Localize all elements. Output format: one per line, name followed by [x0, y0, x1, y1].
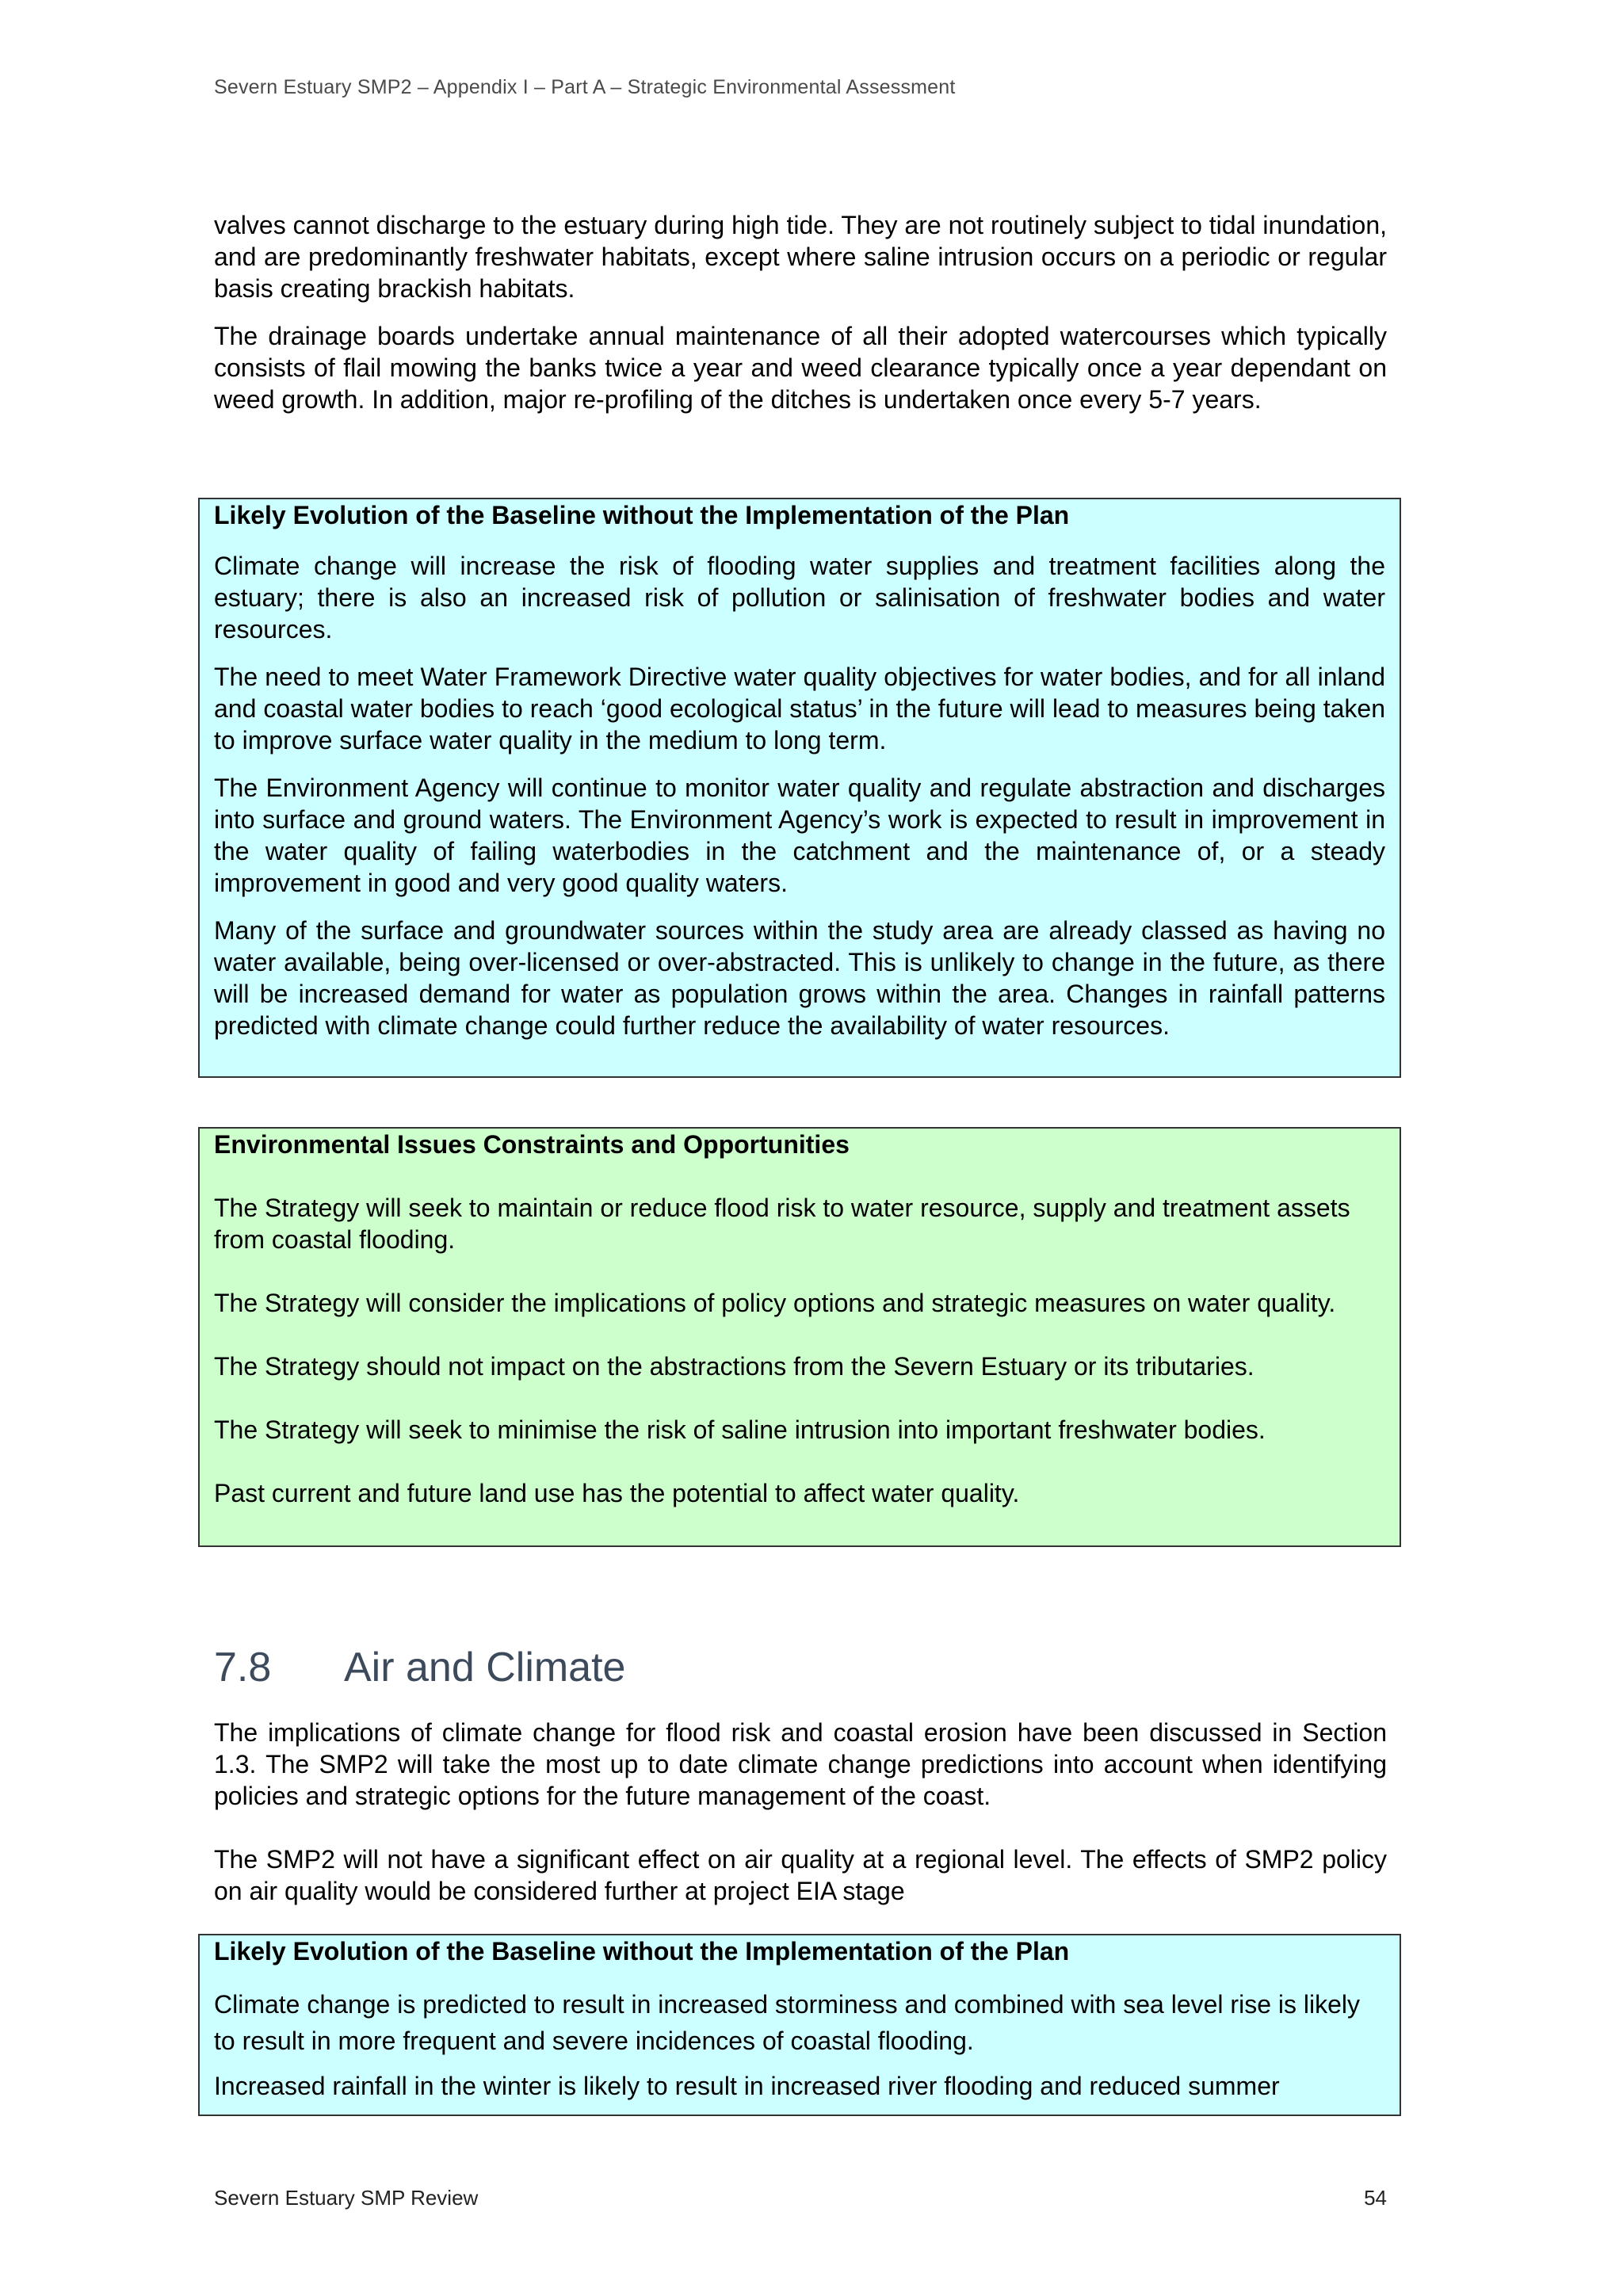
baseline-paragraph: Climate change will increase the risk of flooding water supplies and treatment facilities along the estuary; there is also an increased risk of pollution or salinisation of freshwater bodies and water resources. — [214, 552, 1385, 644]
baseline-box-water — [198, 498, 1401, 1078]
section-paragraph-1: The implications of climate change for flood risk and coastal erosion have been discussed in Section 1.3. The SMP2 will take the most up to date climate change predictions into account when identifying policies and strategic options for the future management of the coast. — [214, 1718, 1387, 1810]
issues-paragraph: The Strategy will consider the implications of policy options and strategic measures on water quality. — [214, 1289, 1336, 1317]
section-title: Air and Climate — [344, 1645, 626, 1690]
issues-box-title: Environmental Issues Constraints and Opportunities — [214, 1130, 850, 1159]
footer-document-name: Severn Estuary SMP Review — [214, 2186, 479, 2210]
intro-paragraph-2: The drainage boards undertake annual maintenance of all their adopted watercourses which typically consists of flail mowing the banks twice a year and weed clearance typically once a year dependant on weed growth. In addition, major re-profiling of the ditches is undertaken once every 5-7 years. — [214, 322, 1387, 414]
section-heading — [214, 1642, 625, 1693]
section-number: 7.8 — [214, 1645, 272, 1690]
baseline-paragraph: The need to meet Water Framework Directive water quality objectives for water bodies, and for all inland and coastal water bodies to reach ‘good ecological status’ in the future will lead to measures being taken to improve surface water quality in the medium to long term. — [214, 663, 1385, 755]
baseline-box-title: Likely Evolution of the Baseline without the Implementation of the Plan — [214, 501, 1070, 529]
baseline-box-air — [198, 1934, 1401, 2116]
baseline-paragraph: The Environment Agency will continue to monitor water quality and regulate abstraction and discharges into surface and ground waters. The Environment Agency’s work is expected to result in improvement in the water quality of failing waterbodies in the catchment and the maintenance of, or a steady improvement in good and very good quality waters. — [214, 774, 1385, 897]
running-header: Severn Estuary SMP2 – Appendix I – Part A – Strategic Environmental Assessment — [214, 76, 956, 98]
intro-paragraph-1: valves cannot discharge to the estuary during high tide. They are not routinely subject to tidal inundation, and are predominantly freshwater habitats, except where saline intrusion occurs on a periodic or regular basis creating brackish habitats. — [214, 211, 1387, 303]
section-paragraph-2: The SMP2 will not have a significant effect on air quality at a regional level. The effects of SMP2 policy on air quality would be considered further at project EIA stage — [214, 1845, 1387, 1905]
baseline-box-title: Likely Evolution of the Baseline without the Implementation of the Plan — [214, 1937, 1070, 1966]
issues-box — [198, 1127, 1401, 1547]
issues-paragraph: The Strategy should not impact on the abstractions from the Severn Estuary or its tributaries. — [214, 1352, 1254, 1381]
issues-paragraph: Past current and future land use has the potential to affect water quality. — [214, 1479, 1020, 1507]
issues-paragraph: The Strategy will seek to maintain or reduce flood risk to water resource, supply and treatment assets from coastal flooding. — [214, 1194, 1350, 1254]
baseline-paragraph: Many of the surface and groundwater sources within the study area are already classed as having no water available, being over-licensed or over-abstracted. This is unlikely to change in the future, as there will be increased demand for water as population grows within the area. Changes in rainfall patterns predicted with climate change could further reduce the availability of water resources. — [214, 916, 1385, 1040]
footer-page-number: 54 — [1364, 2186, 1387, 2210]
baseline-paragraph: Increased rainfall in the winter is likely to result in increased river flooding and reduced summer — [214, 2072, 1280, 2100]
baseline-paragraph: Climate change is predicted to result in increased storminess and combined with sea level rise is likely to result in more frequent and severe incidences of coastal flooding. — [214, 1990, 1360, 2055]
issues-paragraph: The Strategy will seek to minimise the risk of saline intrusion into important freshwater bodies. — [214, 1415, 1266, 1444]
